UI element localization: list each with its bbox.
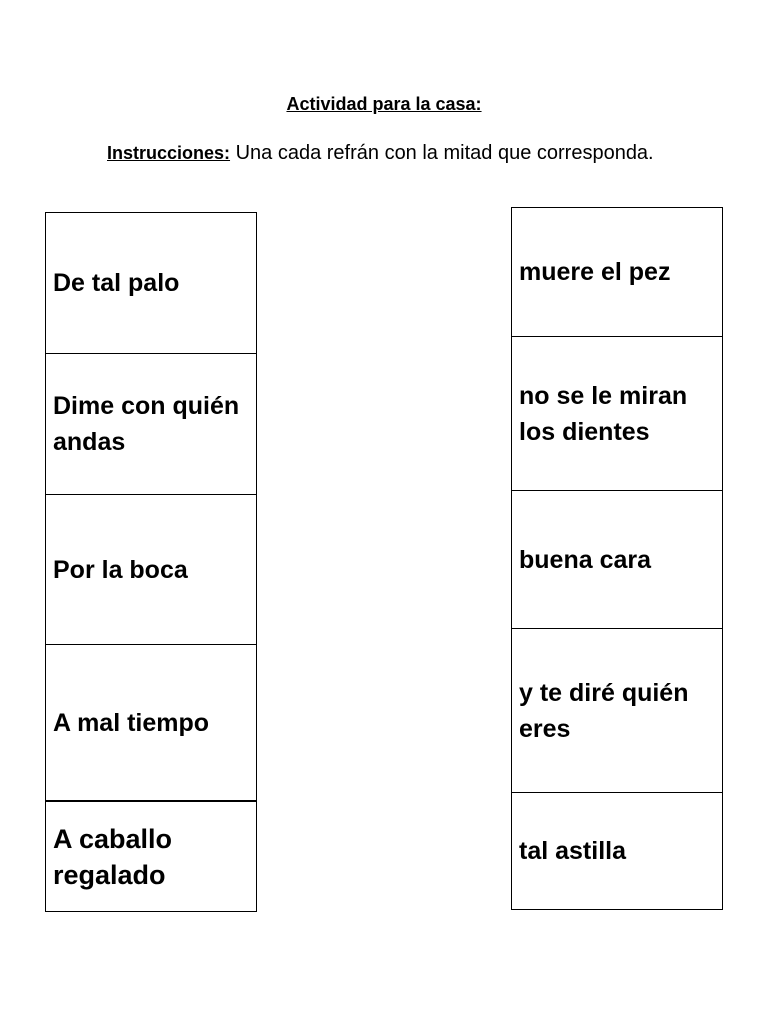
right-cell-3-text: buena cara xyxy=(519,545,652,574)
right-cell-1-text: muere el pez xyxy=(519,258,671,286)
left-cell-2 xyxy=(46,353,256,494)
instructions-label: Instrucciones: xyxy=(107,143,231,163)
instructions-text: Una cada refrán con la mitad que corresponda. xyxy=(230,142,654,164)
left-cell-3 xyxy=(46,494,256,644)
left-cell-5-text: A caballo regalado xyxy=(53,823,173,890)
left-cell-1 xyxy=(46,213,256,353)
page-title: Actividad para la casa: xyxy=(286,94,482,114)
right-column-table xyxy=(511,207,723,910)
right-cell-4-text: y te diré quién eres xyxy=(519,678,689,743)
right-cell-2 xyxy=(512,336,722,490)
right-cell-3 xyxy=(512,490,722,628)
left-cell-4 xyxy=(46,644,256,800)
left-cell-5 xyxy=(46,800,256,911)
left-cell-3-text: Por la boca xyxy=(53,555,188,584)
right-cell-2-text: no se le miran los dientes xyxy=(519,381,688,446)
right-cell-5 xyxy=(512,792,722,909)
left-column-table xyxy=(45,212,257,912)
instructions-paragraph xyxy=(107,140,661,167)
right-cell-1 xyxy=(512,208,722,336)
left-cell-2-text: Dime con quién andas xyxy=(53,392,240,456)
right-cell-4 xyxy=(512,628,722,792)
left-cell-4-text: A mal tiempo xyxy=(53,708,210,737)
right-cell-5-text: tal astilla xyxy=(519,837,626,865)
left-cell-1-text: De tal palo xyxy=(53,269,180,297)
